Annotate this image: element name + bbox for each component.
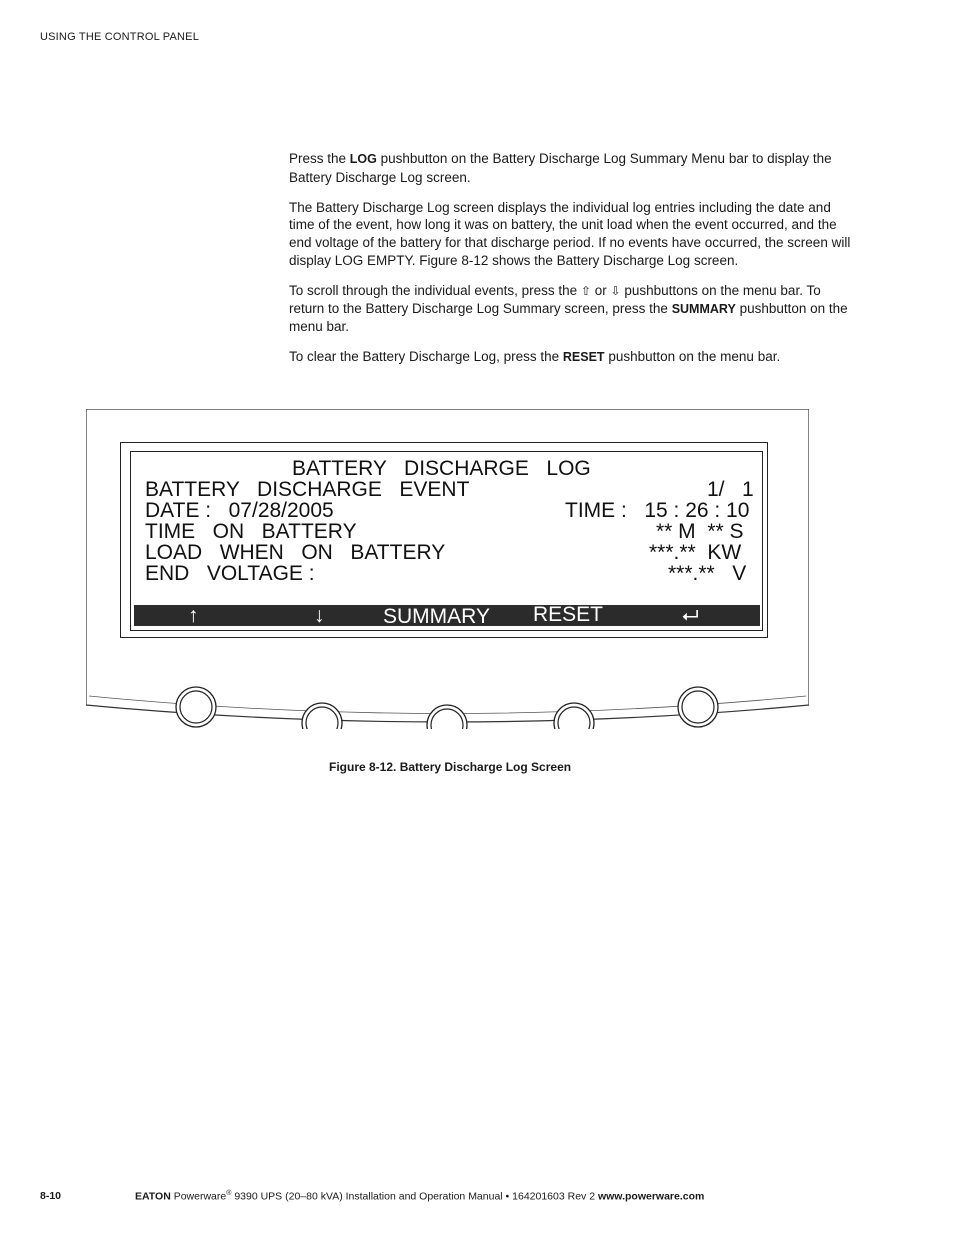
lcd-voltage-label: END VOLTAGE : [145,562,315,585]
pushbutton-5[interactable] [678,687,718,727]
lcd-voltage-value: ***.** V [668,562,747,585]
menu-enter-icon[interactable]: ⮠ [682,604,699,627]
figure-caption: Figure 8-12. Battery Discharge Log Screen [329,760,572,774]
page-footer [40,1190,705,1203]
lcd-on-battery-value: ** M ** S [656,520,744,543]
menu-summary-button[interactable]: SUMMARY [383,605,490,628]
lcd-on-battery-label: TIME ON BATTERY [145,520,357,543]
paragraph-3: To scroll through the individual events, press the ⇧ or ⇩ pushbuttons on the menu bar. To return to the Battery Discharge Log Summary screen, press the SUMMARY pushbutton on the menu bar. [289,282,848,335]
body-text [289,150,859,379]
log-keyword: LOG [349,152,377,166]
pushbutton-3[interactable] [427,705,467,729]
menu-up-arrow-icon[interactable]: ↑ [188,604,199,627]
footer-text: EATON Powerware® 9390 UPS (20–80 kVA) Installation and Operation Manual • 164201603 Rev 2 www.powerware.com [135,1190,705,1203]
lcd-menu-bar [134,605,760,626]
pushbutton-2[interactable] [302,703,342,729]
paragraph-4: To clear the Battery Discharge Log, press the RESET pushbutton on the menu bar. [289,349,781,365]
pushbutton-1[interactable] [176,687,216,727]
paragraph-1: Press the LOG pushbutton on the Battery Discharge Log Summary Menu bar to display the Battery Discharge Log screen. [289,151,832,185]
section-header: USING THE CONTROL PANEL [40,31,200,43]
lcd-title: BATTERY DISCHARGE LOG [292,457,591,480]
down-arrow-icon: ⇩ [610,283,621,298]
reset-keyword: RESET [562,350,605,365]
lcd-date: DATE : 07/28/2005 [145,499,334,522]
page-number: 8-10 [40,1190,62,1202]
lcd-event-label: BATTERY DISCHARGE EVENT [145,478,470,501]
lcd-load-value: ***.** KW [649,541,742,564]
up-arrow-icon: ⇧ [580,283,591,298]
footer-url: www.powerware.com [597,1190,705,1203]
lcd-event-count: 1/ 1 [707,478,754,501]
menu-reset-button[interactable]: RESET [533,603,604,626]
lcd-load-label: LOAD WHEN ON BATTERY [145,541,446,564]
pushbutton-4[interactable] [554,703,594,729]
summary-keyword: SUMMARY [671,301,736,316]
lcd-time: TIME : 15 : 26 : 10 [565,499,750,522]
menu-down-arrow-icon[interactable]: ↓ [314,604,325,627]
paragraph-2: The Battery Discharge Log screen displays the individual log entries including the date and time of the event, how long it was on battery, the unit load when the event occurred, and the end voltage of the battery for that discharge period. If no events have occurred, the screen will display LOG EMPTY. Figure 8-12 shows the Battery Discharge Log screen. [289,199,851,268]
